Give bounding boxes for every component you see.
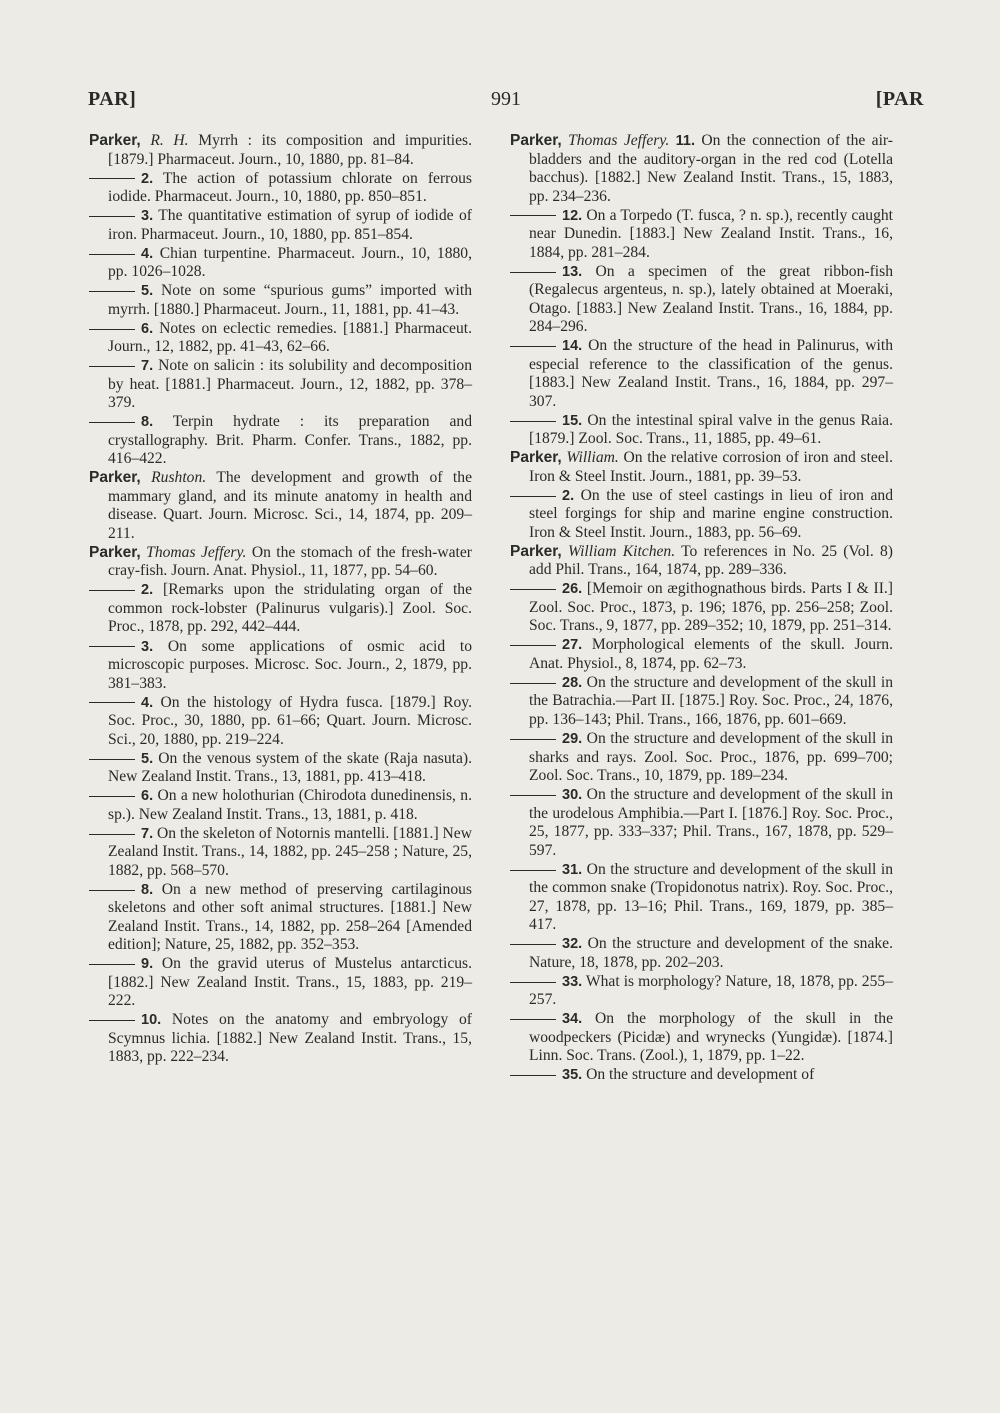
author-given-name: Thomas Jeffery. [568, 132, 670, 149]
entry-text: What is morphology? Nature, 18, 1878, pp. 255–257. [529, 972, 893, 1009]
author-surname: Parker, [89, 543, 141, 561]
bibliography-entry [89, 207, 472, 244]
bibliography-entry [510, 412, 893, 449]
entry-number: 32. [562, 936, 583, 953]
ditto-dash [510, 982, 556, 983]
bibliography-entry [89, 1011, 472, 1067]
author-surname: Parker, [510, 132, 562, 149]
ditto-dash [89, 890, 135, 891]
entry-number: 29. [562, 731, 583, 748]
entry-number: 34. [562, 1011, 583, 1028]
bibliography-entry [510, 636, 893, 673]
entry-number: 6. [141, 320, 154, 337]
entry-number: 5. [141, 750, 154, 767]
author-given-name: William. [566, 449, 619, 467]
entry-text: On the venous system of the skate (Raja nasuta). New Zealand Instit. Trans., 13, 1881, pp. 413–418. [108, 749, 472, 786]
entry-text: On the structure and development of the skull in the common snake (Tropidonotus natrix). Roy. Soc. Proc., 27, 1878, pp. 13–16; Phil. Trans., 169, 1879, pp. 385–417. [529, 860, 893, 934]
bibliography-entry [510, 543, 893, 580]
entry-number: 11. [675, 133, 695, 149]
entry-text: On the structure of the head in Palinurus, with especial reference to the classification of the genus. [1883.] New Zealand Instit. Trans., 16, 1884, pp. 297–307. [529, 337, 893, 410]
entry-number: 14. [562, 338, 583, 355]
entry-number: 26. [562, 581, 583, 598]
author-surname: Parker, [510, 542, 562, 560]
ditto-dash [510, 795, 556, 796]
entry-text: On the gravid uterus of Mustelus antarcticus. [1882.] New Zealand Instit. Trans., 15, 1883, pp. 219–222. [108, 955, 472, 1010]
entry-number: 15. [562, 412, 583, 429]
entry-number: 6. [141, 788, 154, 805]
bibliography-entry [89, 581, 472, 637]
ditto-dash [510, 870, 556, 871]
bibliography-entry [510, 207, 893, 263]
running-header [88, 88, 924, 118]
entry-number: 3. [141, 638, 154, 655]
left-column [89, 132, 472, 1067]
entry-number: 5. [141, 283, 154, 300]
entry-text: On the structure and development of the skull in the urodelous Amphibia.—Part I. [1876.] Roy. Soc. Proc., 25, 1877, pp. 333–337; Phil. Trans., 167, 1878, pp. 529–597. [529, 786, 893, 859]
bibliography-entry [89, 544, 472, 581]
bibliography-entry [510, 132, 893, 206]
ditto-dash [89, 422, 135, 423]
ditto-dash [89, 964, 135, 965]
entry-text: On the structure and development of the skull in sharks and rays. Zool. Soc. Proc., 1876, pp. 699–700; Zool. Soc. Trans., 10, 1879, pp. 189–234. [529, 730, 893, 785]
entry-text: On the structure and development of the snake. Nature, 18, 1878, pp. 202–203. [529, 935, 893, 971]
bibliography-entry [510, 1010, 893, 1066]
bibliography-entry [89, 320, 472, 357]
bibliography-entry [510, 580, 893, 636]
bibliography-entry [510, 449, 893, 486]
entry-text: The action of potassium chlorate on ferrous iodide. Pharmaceut. Journ., 10, 1880, pp. 850–851. [108, 169, 472, 206]
ditto-dash [510, 1019, 556, 1020]
entry-number: 28. [562, 674, 583, 691]
bibliography-entry [89, 750, 472, 787]
author-given-name: Thomas Jeffery. [146, 543, 247, 561]
bibliography-entry [89, 825, 472, 881]
entry-text: On the structure and development of [582, 1066, 815, 1084]
ditto-dash [510, 683, 556, 684]
bibliography-entry [89, 245, 472, 282]
bibliography-entry [510, 861, 893, 935]
bibliography-entry [89, 881, 472, 955]
entry-text: On the skeleton of Notornis mantelli. [1881.] New Zealand Instit. Trans., 14, 1882, pp. 245–258 ; Nature, 25, 1882, pp. 568–570. [108, 824, 472, 879]
entry-text: On a specimen of the great ribbon-fish (Regalecus argenteus, n. sp.), lately obtained at Moeraki, Otago. [1883.] New Zealand Instit. Trans., 16, 1884, pp. 284–296. [529, 262, 893, 336]
author-given-name: Rushton. [151, 469, 207, 487]
ditto-dash [510, 1075, 556, 1076]
entry-text: Note on some “spurious gums” imported with myrrh. [1880.] Pharmaceut. Journ., 11, 1881, pp. 41–43. [108, 282, 472, 318]
entry-text: To references in No. 25 (Vol. 8) add Phil. Trans., 164, 1874, pp. 289–336. [529, 542, 893, 579]
bibliography-entry [510, 935, 893, 972]
entry-text: On a Torpedo (T. fusca, ? n. sp.), recently caught near Dunedin. [1883.] New Zealand Instit. Trans., 16, 1884, pp. 281–284. [529, 206, 893, 261]
entry-text: The development and growth of the mammary gland, and its minute anatomy in health and disease. Quart. Journ. Microsc. Sci., 14, 1874, pp. 209–211. [108, 469, 472, 542]
bibliography-entry [510, 337, 893, 411]
author-surname: Parker, [89, 469, 141, 487]
ditto-dash [510, 421, 556, 422]
bibliography-entry [510, 973, 893, 1010]
author-given-name: R. H. [150, 132, 189, 149]
ditto-dash [89, 1020, 135, 1021]
entry-number: 13. [562, 263, 583, 280]
entry-text: On the intestinal spiral valve in the genus Raia. [1879.] Zool. Soc. Trans., 11, 1885, pp. 49–61. [529, 411, 893, 448]
ditto-dash [510, 496, 556, 497]
ditto-dash [510, 589, 556, 590]
bibliography-entry [510, 1066, 893, 1085]
right-column [510, 132, 893, 1085]
entry-number: 33. [562, 973, 583, 990]
entry-text: Chian turpentine. Pharmaceut. Journ., 10, 1880, pp. 1026–1028. [108, 244, 472, 281]
ditto-dash [89, 646, 135, 647]
entry-number: 4. [141, 694, 154, 711]
entry-number: 7. [141, 358, 154, 375]
entry-text: On the structure and development of the skull in the Batrachia.—Part II. [1875.] Roy. Soc. Proc., 24, 1876, pp. 136–143; Phil. Trans., 166, 1876, pp. 601–669. [529, 673, 893, 728]
ditto-dash [89, 216, 135, 217]
entry-number: 3. [141, 208, 154, 225]
ditto-dash [89, 291, 135, 292]
bibliography-entry [510, 786, 893, 860]
ditto-dash [510, 944, 556, 945]
entry-text: Myrrh : its composition and impurities. [1879.] Pharmaceut. Journ., 10, 1880, pp. 81–84. [108, 132, 472, 168]
header-right-keyword: [PAR [875, 88, 924, 110]
page-number: 991 [491, 88, 521, 110]
bibliography-entry [89, 282, 472, 319]
ditto-dash [510, 346, 556, 347]
entry-text: [Remarks upon the stridulating organ of the common rock-lobster (Palinurus vulgaris).] Zool. Soc. Proc., 1878, pp. 292, 442–444. [108, 581, 472, 636]
entry-text: Notes on the anatomy and embryology of Scymnus lichia. [1882.] New Zealand Instit. Trans., 15, 1883, pp. 222–234. [108, 1011, 472, 1066]
ditto-dash [89, 329, 135, 330]
bibliography-entry [89, 469, 472, 543]
entry-text: On a new holothurian (Chirodota dunedinensis, n. sp.). New Zealand Instit. Trans., 13, 1881, p. 418. [108, 787, 472, 823]
entry-number: 8. [141, 414, 154, 431]
entry-number: 2. [141, 170, 154, 187]
bibliography-entry [510, 487, 893, 543]
bibliography-entry [89, 132, 472, 169]
entry-text: [Memoir on ægithognathous birds. Parts I & II.] Zool. Soc. Proc., 1873, p. 196; 1876, pp. 256–258; Zool. Soc. Trans., 9, 1877, pp. 289–352; 10, 1879, pp. 251–314. [529, 580, 893, 635]
entry-number: 2. [562, 487, 575, 504]
bibliography-entry [89, 638, 472, 694]
bibliography-entry [89, 357, 472, 413]
entry-text: On the relative corrosion of iron and steel. Iron & Steel Instit. Journ., 1881, pp. 39–53. [529, 449, 893, 485]
entry-number: 8. [141, 881, 154, 898]
entry-text: Morphological elements of the skull. Journ. Anat. Physiol., 8, 1874, pp. 62–73. [529, 636, 893, 672]
author-given-name: William Kitchen. [567, 542, 676, 560]
entry-number: 4. [141, 245, 154, 262]
entry-text: Notes on eclectic remedies. [1881.] Pharmaceut. Journ., 12, 1882, pp. 41–43, 62–66. [108, 319, 472, 356]
entry-number: 7. [141, 825, 154, 842]
entry-text: On the morphology of the skull in the woodpeckers (Picidæ) and wrynecks (Yungidæ). [1874.] Linn. Soc. Trans. (Zool.), 1, 1879, pp. 1–22. [529, 1010, 893, 1065]
bibliography-entry [89, 955, 472, 1011]
entry-text: On the use of steel castings in lieu of iron and steel forgings for ship and marine engine construction. Iron & Steel Instit. Journ., 1883, pp. 56–69. [529, 486, 893, 541]
entry-number: 12. [562, 207, 583, 224]
entry-number: 35. [562, 1067, 583, 1084]
ditto-dash [510, 645, 556, 646]
ditto-dash [510, 215, 556, 216]
entry-number: 10. [141, 1012, 162, 1029]
ditto-dash [510, 739, 556, 740]
entry-text: On the stomach of the fresh-water cray-fish. Journ. Anat. Physiol., 11, 1877, pp. 54–60. [108, 543, 472, 580]
entry-number: 27. [562, 637, 583, 654]
entry-text: The quantitative estimation of syrup of iodide of iron. Pharmaceut. Journ., 10, 1880, pp. 851–854. [108, 207, 472, 243]
entry-text: On the histology of Hydra fusca. [1879.] Roy. Soc. Proc., 30, 1880, pp. 61–66; Quart. Journ. Microsc. Sci., 20, 1880, pp. 219–224. [108, 693, 472, 748]
author-surname: Parker, [89, 132, 141, 149]
entry-text: On some applications of osmic acid to microscopic purposes. Microsc. Soc. Journ., 2, 1879, pp. 381–383. [108, 637, 472, 692]
entry-number: 30. [562, 787, 583, 804]
entry-number: 31. [562, 861, 583, 878]
entry-text: Note on salicin : its solubility and decomposition by heat. [1881.] Pharmaceut. Journ., 12, 1882, pp. 378–379. [108, 357, 472, 412]
ditto-dash [89, 590, 135, 591]
bibliography-entry [89, 694, 472, 750]
ditto-dash [89, 366, 135, 367]
ditto-dash [89, 254, 135, 255]
bibliography-entry [89, 787, 472, 824]
ditto-dash [89, 702, 135, 703]
ditto-dash [510, 272, 556, 273]
bibliography-entry [89, 170, 472, 207]
header-left-keyword: PAR] [88, 88, 137, 110]
bibliography-entry [89, 413, 472, 469]
bibliography-entry [510, 263, 893, 337]
entry-number: 2. [141, 582, 154, 599]
author-surname: Parker, [510, 449, 562, 467]
entry-text: On a new method of preserving cartilaginous skeletons and other soft animal structures. [1881.] New Zealand Instit. Trans., 14, 1882, pp. 258–264 [Amended edition]; Nature, 25, 1882, pp. 352–353. [108, 880, 472, 954]
bibliography-entry [510, 730, 893, 786]
ditto-dash [89, 796, 135, 797]
ditto-dash [89, 759, 135, 760]
entry-number: 9. [141, 956, 154, 973]
entry-text: On the connection of the air-bladders and the auditory-organ in the red cod (Lotella bacchus). [1882.] New Zealand Instit. Trans., 15, 1883, pp. 234–236. [529, 132, 893, 205]
entry-text: Terpin hydrate : its preparation and crystallography. Brit. Pharm. Confer. Trans., 1882, pp. 416–422. [108, 413, 472, 468]
ditto-dash [89, 834, 135, 835]
bibliography-entry [510, 674, 893, 730]
ditto-dash [89, 178, 135, 179]
